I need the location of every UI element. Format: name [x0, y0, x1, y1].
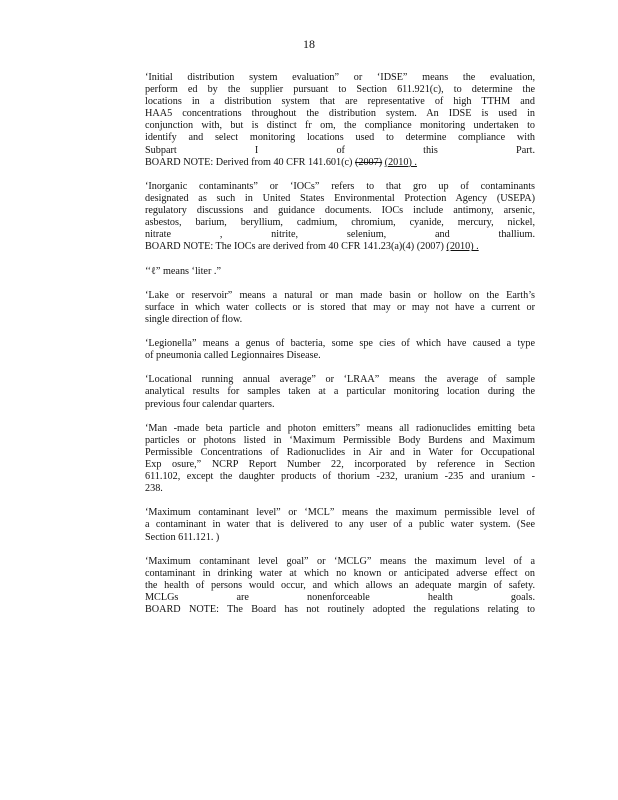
definition-initial-distribution-system-evaluation — [145, 72, 535, 169]
definition-line: ‘Initial distribution system evaluation” or ‘IDSE” means the evaluation, — [145, 72, 535, 83]
definition-line: locations in a distribution system that are representative of high TTHM and — [145, 96, 535, 108]
document-body — [145, 72, 535, 628]
board-note — [145, 157, 535, 169]
board-note — [145, 604, 535, 616]
definition-line: MCLGs are nonenforceable health goals. — [145, 592, 535, 604]
inserted-text: (2010) . — [384, 156, 417, 168]
definition-maximum-contaminant-level-goal — [145, 556, 535, 616]
definition-legionella — [145, 338, 535, 362]
page-number: 18 — [303, 37, 315, 51]
definition-liter — [145, 266, 535, 278]
definition-line: surface in which water collects or is stored that may or may not have a current or — [145, 301, 535, 313]
definition-line: 611.102, except the daughter products of thorium -232, uranium -235 and uranium - — [145, 471, 535, 483]
definition-line: nitrate , nitrite, selenium, and thallium. — [145, 229, 535, 241]
definition-line: 238. — [145, 483, 163, 495]
definition-line: identify and select monitoring locations used to determine compliance with — [145, 132, 535, 144]
definition-line: designated as such in United States Environmental Protection Agency (USEPA) — [145, 192, 535, 204]
definition-line: single direction of flow. — [145, 313, 243, 325]
board-note — [145, 241, 535, 253]
definition-line: Permissible Concentrations of Radionuclides in Air and in Water for Occupational — [145, 446, 535, 458]
definition-line: HAA5 concentrations throughout the distribution system. An IDSE is used in — [145, 108, 535, 120]
definition-line: the health of persons would occur, and which allows an adequate margin of safety. — [145, 579, 535, 591]
definition-line: ‘Lake or reservoir” means a natural or man made basin or hollow on the Earth’s — [145, 289, 535, 301]
definition-line: ‘Maximum contaminant level” or ‘MCL” means the maximum permissible level of — [145, 507, 535, 519]
definition-line: ‘Man -made beta particle and photon emitters” means all radionuclides emitting beta — [145, 422, 535, 434]
definition-line: ‘Inorganic contaminants” or ‘IOCs” refers to that gro up of contaminants — [145, 180, 535, 192]
definition-line: of pneumonia called Legionnaires Disease. — [145, 350, 321, 362]
definition-line: Section 611.121. ) — [145, 531, 220, 543]
definition-line: ‘Locational running annual average” or ‘LRAA” means the average of sample — [145, 374, 535, 386]
board-note-text: BOARD NOTE: The Board has not routinely adopted the regulations relating to — [145, 604, 535, 616]
definition-line: perform ed by the supplier pursuant to Section 611.921(c), to determine the — [145, 84, 535, 96]
definition-line: Subpart I of this Part. — [145, 144, 535, 156]
definition-inorganic-contaminants — [145, 181, 535, 254]
definition-locational-running-annual-average — [145, 374, 535, 410]
definition-line: asbestos, barium, beryllium, cadmium, chromium, cyanide, mercury, nickel, — [145, 217, 535, 229]
inserted-text: (2010) . — [446, 241, 479, 253]
definition-line: ‘Maximum contaminant level goal” or ‘MCLG” means the maximum level of a — [145, 555, 535, 567]
board-note-text: BOARD NOTE: The IOCs are derived from 40 CFR 141.23(a)(4) (2007) — [145, 241, 444, 253]
struck-text: (2007) — [354, 156, 383, 168]
definition-line: ‘Legionella” means a genus of bacteria, some spe cies of which have caused a type — [145, 338, 535, 350]
definition-line: a contaminant in water that is delivered to any user of a public water system. (See — [145, 519, 535, 531]
definition-line: ‘‘ℓ” means ‘liter .” — [145, 265, 221, 277]
definition-line: previous four calendar quarters. — [145, 398, 275, 410]
definition-man-made-beta-particle-and-photon-emitters — [145, 423, 535, 496]
definition-line: regulatory discussions and guidance documents. IOCs include antimony, arsenic, — [145, 205, 535, 217]
definition-line: conjunction with, but is distinct fr om, the compliance monitoring undertaken to — [145, 120, 535, 132]
definition-line: particles or photons listed in ‘Maximum Permissible Body Burdens and Maximum — [145, 434, 535, 446]
definition-lake-or-reservoir — [145, 290, 535, 326]
board-note-text: BOARD NOTE: Derived from 40 CFR 141.601(c) — [145, 156, 353, 168]
definition-maximum-contaminant-level — [145, 507, 535, 543]
definition-line: Exp osure,” NCRP Report Number 22, incorporated by reference in Section — [145, 459, 535, 470]
definition-line: contaminant in drinking water at which no known or anticipated adverse effect on — [145, 567, 535, 579]
definition-line: analytical results for samples taken at a particular monitoring location during the — [145, 386, 535, 398]
